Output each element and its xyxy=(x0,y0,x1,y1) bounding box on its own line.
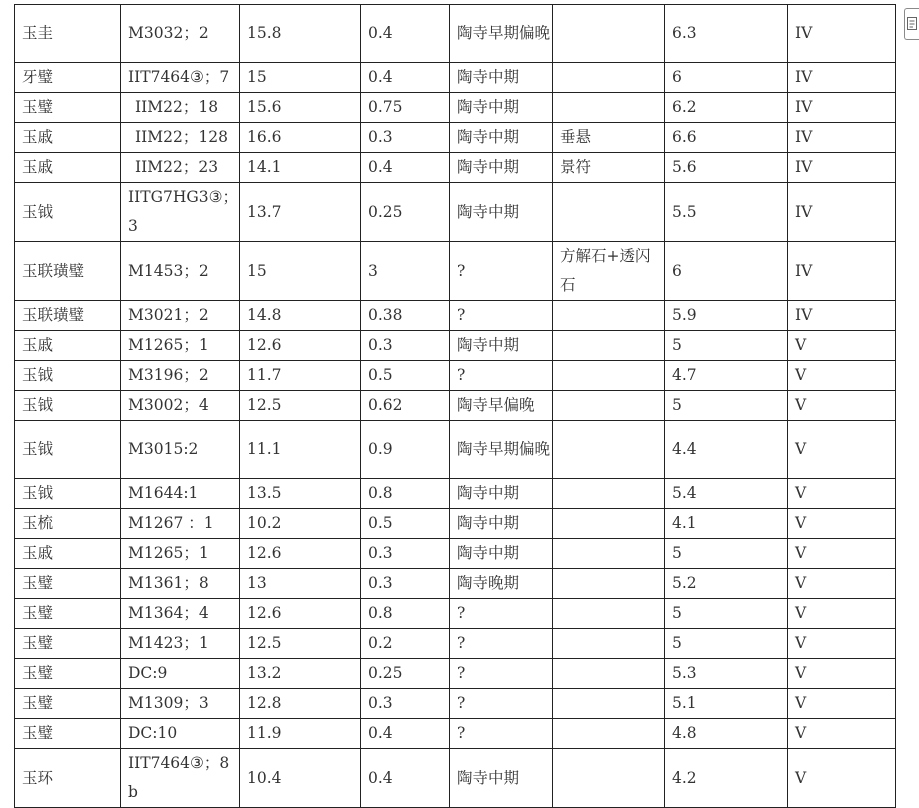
cell-item-name: 玉璧 xyxy=(15,659,121,689)
cell-item-name: 玉圭 xyxy=(15,5,121,63)
cell-grade: IV xyxy=(788,301,896,331)
cell-specimen-id: M3196；2 xyxy=(121,361,240,391)
cell-item-name: 玉钺 xyxy=(15,421,121,479)
table-row xyxy=(15,391,896,421)
cell-grade: V xyxy=(788,659,896,689)
cell-grade: IV xyxy=(788,123,896,153)
cell-ratio: 4.1 xyxy=(665,509,788,539)
cell-length: 12.5 xyxy=(240,629,361,659)
cell-ratio: 6.3 xyxy=(665,5,788,63)
cell-item-name: 玉戚 xyxy=(15,123,121,153)
cell-grade: V xyxy=(788,509,896,539)
cell-note xyxy=(553,361,665,391)
cell-note xyxy=(553,421,665,479)
cell-note xyxy=(553,63,665,93)
cell-note xyxy=(553,749,665,808)
cell-specimen-id: DC:10 xyxy=(121,719,240,749)
cell-item-name: 玉璧 xyxy=(15,93,121,123)
table-row xyxy=(15,93,896,123)
table-row xyxy=(15,421,896,479)
cell-specimen-id: M1453；2 xyxy=(121,242,240,301)
table-row xyxy=(15,183,896,242)
table-row xyxy=(15,361,896,391)
table-row xyxy=(15,153,896,183)
cell-note xyxy=(553,629,665,659)
cell-period: 陶寺中期 xyxy=(450,539,553,569)
cell-ratio: 5 xyxy=(665,629,788,659)
cell-period: 陶寺中期 xyxy=(450,509,553,539)
cell-thickness: 0.75 xyxy=(361,93,450,123)
cell-period: 陶寺早期偏晚 xyxy=(450,421,553,479)
cell-thickness: 0.5 xyxy=(361,509,450,539)
cell-grade: V xyxy=(788,749,896,808)
cell-ratio: 6.2 xyxy=(665,93,788,123)
cell-period: 陶寺中期 xyxy=(450,479,553,509)
cell-specimen-id: M1265；1 xyxy=(121,539,240,569)
cell-length: 15.8 xyxy=(240,5,361,63)
cell-grade: V xyxy=(788,569,896,599)
table-row xyxy=(15,539,896,569)
cell-length: 12.6 xyxy=(240,539,361,569)
cell-period: 陶寺中期 xyxy=(450,183,553,242)
cell-specimen-id: M3032；2 xyxy=(121,5,240,63)
cell-item-name: 牙璧 xyxy=(15,63,121,93)
cell-thickness: 0.8 xyxy=(361,479,450,509)
cell-item-name: 玉钺 xyxy=(15,391,121,421)
cell-ratio: 4.7 xyxy=(665,361,788,391)
table-row xyxy=(15,5,896,63)
cell-thickness: 0.3 xyxy=(361,689,450,719)
cell-note xyxy=(553,689,665,719)
cell-ratio: 5 xyxy=(665,331,788,361)
cell-period: 陶寺早期偏晚 xyxy=(450,5,553,63)
cell-length: 11.1 xyxy=(240,421,361,479)
cell-note xyxy=(553,719,665,749)
cell-length: 11.9 xyxy=(240,719,361,749)
cell-specimen-id: M1309；3 xyxy=(121,689,240,719)
table-row xyxy=(15,479,896,509)
cell-period: 陶寺晚期 xyxy=(450,569,553,599)
cell-grade: V xyxy=(788,629,896,659)
cell-period: ? xyxy=(450,659,553,689)
cell-length: 13.7 xyxy=(240,183,361,242)
cell-thickness: 0.25 xyxy=(361,659,450,689)
cell-thickness: 0.3 xyxy=(361,539,450,569)
cell-thickness: 0.2 xyxy=(361,629,450,659)
cell-thickness: 0.62 xyxy=(361,391,450,421)
cell-period: 陶寺早偏晚 xyxy=(450,391,553,421)
cell-note xyxy=(553,479,665,509)
cell-specimen-id: M3015:2 xyxy=(121,421,240,479)
cell-grade: V xyxy=(788,539,896,569)
cell-length: 14.8 xyxy=(240,301,361,331)
cell-note xyxy=(553,301,665,331)
cell-note xyxy=(553,509,665,539)
cell-ratio: 4.4 xyxy=(665,421,788,479)
cell-note xyxy=(553,183,665,242)
cell-note: 方解石+透闪石 xyxy=(553,242,665,301)
cell-grade: V xyxy=(788,719,896,749)
cell-item-name: 玉璧 xyxy=(15,689,121,719)
cell-note xyxy=(553,659,665,689)
cell-grade: IV xyxy=(788,153,896,183)
cell-period: 陶寺中期 xyxy=(450,749,553,808)
cell-ratio: 5.1 xyxy=(665,689,788,719)
cell-note: 景符 xyxy=(553,153,665,183)
cell-item-name: 玉联璜璧 xyxy=(15,301,121,331)
cell-length: 10.4 xyxy=(240,749,361,808)
cell-period: ? xyxy=(450,242,553,301)
cell-grade: V xyxy=(788,479,896,509)
cell-thickness: 0.3 xyxy=(361,569,450,599)
cell-thickness: 0.3 xyxy=(361,123,450,153)
table-row xyxy=(15,659,896,689)
cell-note xyxy=(553,331,665,361)
cell-item-name: 玉戚 xyxy=(15,539,121,569)
cell-thickness: 0.25 xyxy=(361,183,450,242)
cell-period: 陶寺中期 xyxy=(450,123,553,153)
cell-length: 13.2 xyxy=(240,659,361,689)
side-widget[interactable] xyxy=(904,8,919,40)
cell-ratio: 5 xyxy=(665,539,788,569)
cell-grade: IV xyxy=(788,183,896,242)
cell-length: 15.6 xyxy=(240,93,361,123)
cell-ratio: 5 xyxy=(665,391,788,421)
cell-period: ? xyxy=(450,361,553,391)
cell-length: 12.8 xyxy=(240,689,361,719)
cell-ratio: 6 xyxy=(665,242,788,301)
cell-length: 11.7 xyxy=(240,361,361,391)
cell-length: 13.5 xyxy=(240,479,361,509)
cell-length: 10.2 xyxy=(240,509,361,539)
cell-grade: V xyxy=(788,689,896,719)
table-row xyxy=(15,242,896,301)
cell-grade: V xyxy=(788,599,896,629)
cell-thickness: 3 xyxy=(361,242,450,301)
cell-grade: V xyxy=(788,391,896,421)
cell-thickness: 0.8 xyxy=(361,599,450,629)
cell-thickness: 0.5 xyxy=(361,361,450,391)
cell-note xyxy=(553,93,665,123)
cell-length: 15 xyxy=(240,63,361,93)
cell-length: 14.1 xyxy=(240,153,361,183)
cell-specimen-id: M3002；4 xyxy=(121,391,240,421)
cell-item-name: 玉联璜璧 xyxy=(15,242,121,301)
cell-grade: V xyxy=(788,331,896,361)
cell-ratio: 6 xyxy=(665,63,788,93)
cell-specimen-id: IIM22；18 xyxy=(121,93,240,123)
cell-thickness: 0.38 xyxy=(361,301,450,331)
cell-note xyxy=(553,569,665,599)
cell-ratio: 4.2 xyxy=(665,749,788,808)
cell-length: 12.6 xyxy=(240,331,361,361)
cell-item-name: 玉钺 xyxy=(15,361,121,391)
cell-specimen-id: IIT7464③；7 xyxy=(121,63,240,93)
cell-item-name: 玉璧 xyxy=(15,629,121,659)
cell-period: ? xyxy=(450,301,553,331)
data-table xyxy=(14,4,896,808)
cell-period: ? xyxy=(450,629,553,659)
cell-thickness: 0.4 xyxy=(361,719,450,749)
cell-item-name: 玉钺 xyxy=(15,479,121,509)
cell-period: ? xyxy=(450,689,553,719)
table-body xyxy=(15,5,896,808)
table-row xyxy=(15,749,896,808)
cell-specimen-id: M1265；1 xyxy=(121,331,240,361)
cell-ratio: 6.6 xyxy=(665,123,788,153)
cell-thickness: 0.4 xyxy=(361,749,450,808)
cell-thickness: 0.4 xyxy=(361,63,450,93)
cell-specimen-id: IIM22；23 xyxy=(121,153,240,183)
cell-length: 13 xyxy=(240,569,361,599)
cell-grade: IV xyxy=(788,63,896,93)
cell-period: ? xyxy=(450,599,553,629)
cell-note: 垂悬 xyxy=(553,123,665,153)
cell-specimen-id: IITG7HG3③；3 xyxy=(121,183,240,242)
cell-period: 陶寺中期 xyxy=(450,153,553,183)
table-row xyxy=(15,689,896,719)
cell-grade: V xyxy=(788,361,896,391)
cell-grade: IV xyxy=(788,93,896,123)
cell-ratio: 4.8 xyxy=(665,719,788,749)
cell-thickness: 0.9 xyxy=(361,421,450,479)
cell-specimen-id: M1423；1 xyxy=(121,629,240,659)
table-row xyxy=(15,63,896,93)
cell-ratio: 5.5 xyxy=(665,183,788,242)
cell-item-name: 玉梳 xyxy=(15,509,121,539)
cell-period: 陶寺中期 xyxy=(450,93,553,123)
cell-specimen-id: IIT7464③；8b xyxy=(121,749,240,808)
table-row xyxy=(15,569,896,599)
cell-specimen-id: M1361；8 xyxy=(121,569,240,599)
cell-note xyxy=(553,539,665,569)
table-row xyxy=(15,301,896,331)
cell-item-name: 玉钺 xyxy=(15,183,121,242)
cell-item-name: 玉璧 xyxy=(15,719,121,749)
cell-ratio: 5.9 xyxy=(665,301,788,331)
table-row xyxy=(15,509,896,539)
cell-note xyxy=(553,5,665,63)
cell-thickness: 0.3 xyxy=(361,331,450,361)
cell-ratio: 5.6 xyxy=(665,153,788,183)
cell-note xyxy=(553,599,665,629)
cell-item-name: 玉璧 xyxy=(15,569,121,599)
cell-item-name: 玉环 xyxy=(15,749,121,808)
cell-period: 陶寺中期 xyxy=(450,63,553,93)
cell-specimen-id: IIM22；128 xyxy=(121,123,240,153)
cell-ratio: 5.3 xyxy=(665,659,788,689)
table-row xyxy=(15,599,896,629)
cell-grade: IV xyxy=(788,5,896,63)
cell-length: 15 xyxy=(240,242,361,301)
document-icon xyxy=(907,17,917,30)
cell-grade: IV xyxy=(788,242,896,301)
cell-period: ? xyxy=(450,719,553,749)
cell-item-name: 玉璧 xyxy=(15,599,121,629)
cell-item-name: 玉戚 xyxy=(15,331,121,361)
cell-note xyxy=(553,391,665,421)
cell-thickness: 0.4 xyxy=(361,153,450,183)
cell-specimen-id: M1364；4 xyxy=(121,599,240,629)
cell-specimen-id: M3021；2 xyxy=(121,301,240,331)
data-table-container xyxy=(14,4,895,808)
cell-ratio: 5.4 xyxy=(665,479,788,509)
cell-specimen-id: M1644:1 xyxy=(121,479,240,509)
cell-specimen-id: M1267 ：1 xyxy=(121,509,240,539)
cell-item-name: 玉戚 xyxy=(15,153,121,183)
cell-thickness: 0.4 xyxy=(361,5,450,63)
cell-specimen-id: DC:9 xyxy=(121,659,240,689)
table-row xyxy=(15,719,896,749)
cell-length: 12.6 xyxy=(240,599,361,629)
cell-ratio: 5.2 xyxy=(665,569,788,599)
cell-grade: V xyxy=(788,421,896,479)
cell-length: 12.5 xyxy=(240,391,361,421)
table-row xyxy=(15,331,896,361)
cell-length: 16.6 xyxy=(240,123,361,153)
table-row xyxy=(15,629,896,659)
cell-ratio: 5 xyxy=(665,599,788,629)
cell-period: 陶寺中期 xyxy=(450,331,553,361)
table-row xyxy=(15,123,896,153)
